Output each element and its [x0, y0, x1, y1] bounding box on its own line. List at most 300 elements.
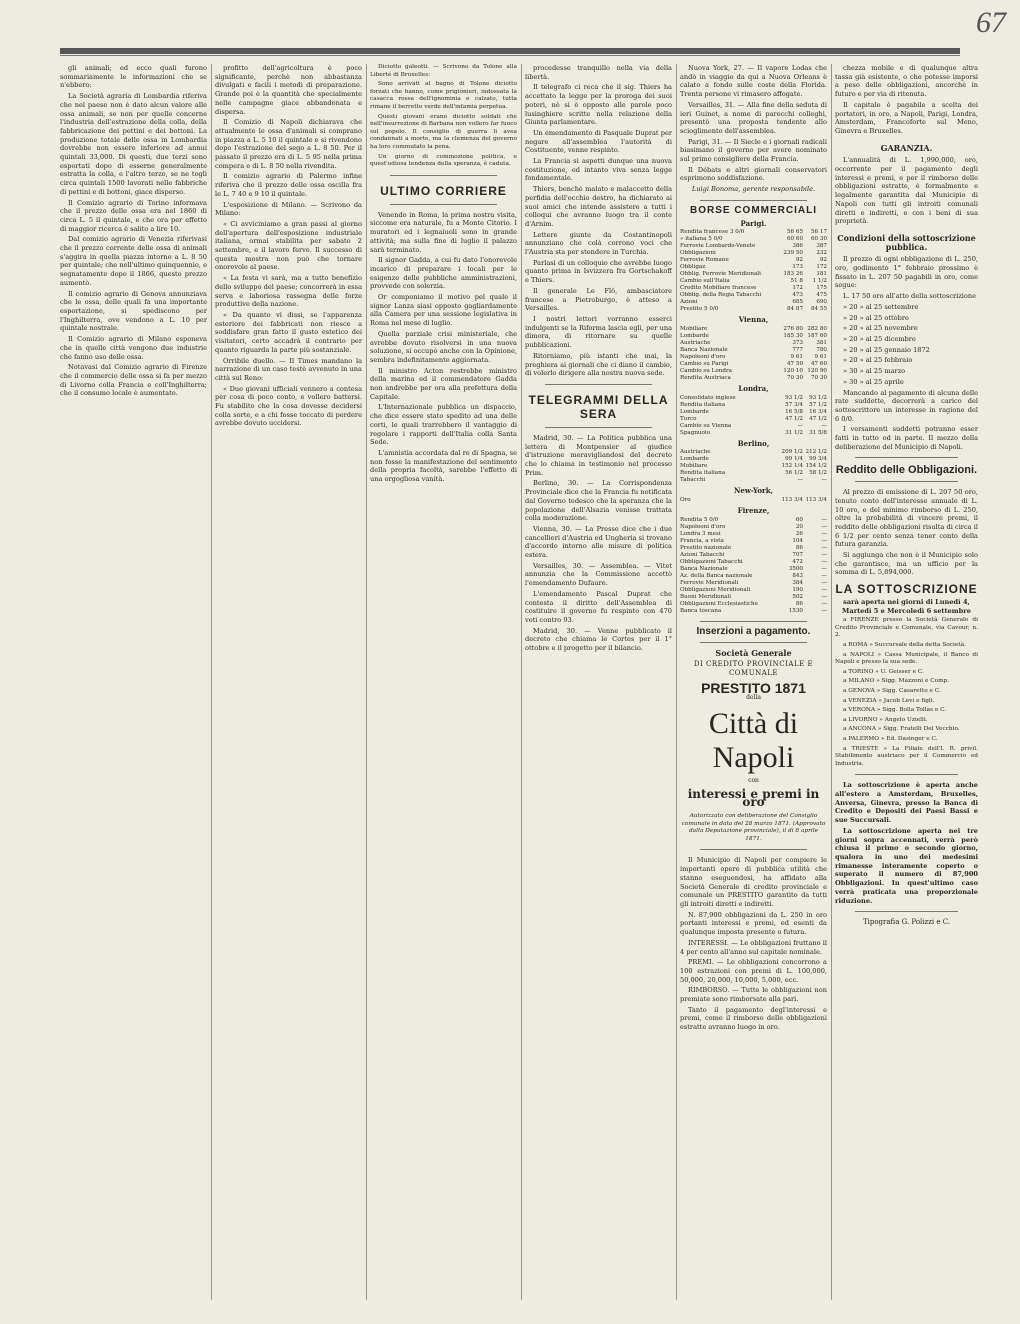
paragraph: a NAPOLI » Cassa Municipale, il Banco di Napoli e presso la sua sede. [835, 651, 978, 666]
paragraph: Diciotto galeotti. — Scrivono da Tolone alla Liberté di Bruxelles: [370, 64, 517, 78]
quote-label: Lombarde [680, 332, 709, 339]
section-divider [700, 642, 807, 643]
column-1 [60, 64, 207, 1300]
quote-row [680, 416, 827, 423]
paragraph: L'amnistia accordata dal re di Spagna, se non fosse la manifestazione del sentimento della propria facoltà, sarebbe l'effetto di una orgogliosa vanità. [370, 449, 517, 484]
paragraph: Il capitale è pagabile a scelta dei portatori, in oro, a Napoli, Parigi, Londra, Amsterdam, Francoforte sul Meno, Ginevra e Bruxelles. [835, 100, 978, 135]
quote-value: 387 [816, 243, 827, 250]
quote-label: Banca toscana [680, 607, 722, 614]
paragraph: Parigi, 31. — Il Siecle e i giornali radicali biasimano il governo per avere nominato sul primo consigliere della Francia. [680, 137, 827, 164]
paragraph: Ritorniamo, più istanti che mai, la preghiera ai giornali che ci diano il cambio, di volerlo dirigere alla nostra nuova sede. [525, 351, 672, 378]
paragraph: a ROMA » Succursale della detta Società. [843, 642, 966, 649]
paragraph: Il ministro Acton restrebbe ministro della marina ed il commendatore Gadda non andrebbe per ora alla prefettura della Capitale. [370, 366, 517, 401]
quote-row [680, 538, 827, 545]
quote-value: 3500 [788, 565, 803, 572]
quote-value: 60 30 [810, 236, 827, 243]
parigi-table [680, 229, 827, 313]
quote-label: Ferrovie Meridionali [680, 579, 739, 586]
paragraph: Venendo in Roma, la prima nostra visita, siccome era naturale, fu a Monte Citorio. I muratori ed i legnaiuoli sono in grande attività; ma sulla fine di luglio il palazzo sarà terminato. [370, 210, 517, 254]
column-4 [525, 64, 672, 1300]
quote-label: Obbligazioni Tabacchi [680, 558, 743, 565]
section-divider [855, 457, 958, 458]
berlino-table [680, 449, 827, 484]
autorizzato-text: Autorizzato con deliberazione del Consiglio comunale in data del 28 marzo 1871. (Approvato dalla Deputazione provinciale), il di 8 aprile 1871. [681, 813, 826, 842]
quote-value: — [821, 544, 827, 551]
quote-row [680, 243, 827, 250]
paragraph: Mancando al pagamento di alcuna delle rate suddette, decorrerà a carico del sottoscrittore un interesse in ragione del 6 0/0. [835, 388, 978, 423]
paragraph: a LIVORNO » Angelo Uzielli. [843, 716, 928, 723]
quote-label: Francia, a vista [680, 537, 724, 544]
section-divider [545, 427, 652, 428]
paragraph: Il telegrafo ci reca che il sig. Thiers ha accettato la legge per la proroga dei suoi poteri, nè si è opposto alle parole poco lusinghiere scritte nella relazione della Giunta parlamentare. [525, 83, 672, 127]
quote-value: 99 1/4 [785, 456, 803, 463]
quote-value: — [821, 558, 827, 565]
quote-row [680, 306, 827, 313]
quote-value: 232 [816, 250, 827, 257]
quote-value: 173 [792, 264, 803, 271]
quote-label: Cambio su Vienna [680, 422, 732, 429]
quote-value: 690 [816, 299, 827, 306]
paragraph: Thiers, benchè malato e malaccetto della perfidia dell'occhio destro, ha dichiarato ai suoi amici che intende assistere a tutti i colloqui che avranno luogo tra il conte d'Arnim. [525, 185, 672, 228]
quote-label: Obblig. Ferrovie Meridionali [680, 271, 761, 278]
quote-label: Rendita 5 0/0 [680, 516, 719, 523]
quote-value: 93 1/2 [785, 394, 803, 401]
col2-articles [215, 64, 362, 428]
quote-row [680, 430, 827, 437]
col6-condizioni-text [835, 255, 978, 451]
column-2 [215, 64, 362, 1300]
reddito-heading: Reddito delle Obbligazioni. [835, 464, 978, 477]
quote-row [680, 326, 827, 333]
garanzia-heading: GARANZIA. [880, 142, 933, 153]
quote-label: Credito Mobiliare francese [680, 285, 757, 292]
quote-value: — [821, 565, 827, 572]
col6-end-text [835, 781, 978, 905]
quote-label: Obbligazioni Ecclesiastiche [680, 600, 758, 607]
quote-value: — [821, 516, 827, 523]
section-divider [545, 384, 652, 385]
paragraph: Nuova York, 27. — Il vapore Lodas che andò in viaggio da qui a Nuova Orleans è calato a fondo sulle coste della Florida. Trenta persone vi rimasero affogate. [680, 64, 827, 99]
quote-value: 282 80 [807, 325, 827, 332]
quote-value: 120 90 [807, 367, 827, 374]
quote-value: 172 [792, 285, 803, 292]
col4-body-articles [525, 434, 672, 653]
col6-garanzia-text [835, 156, 978, 226]
quote-value: — [821, 607, 827, 614]
paragraph: Tanto il pagamento degl'interessi e premi, come il rimborso delle obbligazioni estratte avranno luogo in oro. [680, 1005, 827, 1032]
societa-heading: Società Generale [715, 648, 792, 659]
quote-label: Spagnuolo [680, 429, 711, 436]
quote-value: — [821, 537, 827, 544]
quote-row [680, 587, 827, 594]
quote-value: 239 50 [783, 250, 803, 257]
quote-value: 56 65 [786, 229, 803, 236]
paragraph: » 20 » al 25 dicembre [843, 334, 916, 343]
paragraph: a MILANO » Sigg. Mazzoni e Comp. [843, 678, 950, 685]
paragraph: » 20 » al 25 settembre [843, 302, 919, 311]
quote-label: Mobiliare [680, 463, 708, 470]
col1-articles [60, 64, 207, 398]
quote-value: 86 [795, 600, 803, 607]
quote-row [680, 354, 827, 361]
paragraph: a TRIESTE » La Filiale dell'I. R. privil. Stabilimento austriaco per il Commercio ed Industria. [835, 745, 978, 767]
quote-label: Ferrovie Lombardo-Venete [680, 243, 756, 250]
quote-value: 780 [816, 346, 827, 353]
section-divider [855, 481, 958, 482]
quote-value: 70 30 [786, 374, 803, 381]
quote-label: Cambio su Parigi [680, 360, 729, 367]
paragraph: profitto dell'agricoltura è poco significante, perchè non abbastanza divulgati e facili i metodi di preparazione. Grande poi è la quantità che specialmente nelle campagne giace abbandonata e dispersa. [215, 64, 362, 116]
citta-di-napoli-heading: Città di Napoli [708, 706, 799, 774]
quote-value: 183 26 [783, 271, 803, 278]
paragraph: Quella parziale crisi ministeriale, che avrebbe dovuto risolversi in una nuova soluzione, si occupò anche con la Opinione, sembra indefinitamente aggiornata. [370, 329, 517, 364]
quote-value: 70 30 [810, 374, 827, 381]
quote-value: 86 [795, 544, 803, 551]
quote-value: 92 [795, 257, 803, 264]
paragraph: gli animali; ed ecco quali furono sommariamente le informazioni che se n'ebbero: [60, 64, 207, 90]
quote-row [680, 470, 827, 477]
quote-value: 9 61 [814, 353, 827, 360]
quote-value: — [797, 477, 803, 484]
firenze-heading: Firenze, [737, 506, 770, 516]
column-5 [680, 64, 827, 1300]
quote-value: 685 [792, 299, 803, 306]
quote-value: 190 [792, 586, 803, 593]
paragraph: La Francia si aspetti dunque una nuova costituzione, ed intanto viva senza legge fondamentale. [525, 157, 672, 183]
quote-label: Azioni [680, 299, 698, 306]
quote-row [680, 477, 827, 484]
paragraph: Questi giovani erano diciotto soldati che nell'insurrezione di Barbana non vollero far fuoco sul popolo. Il consiglio di guerra li avea condannati a morte, ma la clemenza del governo ha loro commutato la pena. [370, 113, 517, 150]
quote-row [680, 608, 827, 615]
quote-value: 181 [816, 271, 827, 278]
quote-value: 502 [792, 593, 803, 600]
quote-label: Austriache [680, 339, 711, 346]
berlino-heading: Berlino, [737, 438, 770, 448]
paragraph: « Ci avviciniamo a gran passi al giorno dell'apertura dell'esposizione industriale italiana, ormai stabilita per sabato 2 settembre, e il lavoro ferve. Il successo di questa mostra non può che tornare onorevole al paese. [215, 219, 362, 272]
quote-value: 99 3/4 [809, 456, 827, 463]
col6-top-articles [835, 64, 978, 136]
quote-value: 475 [816, 292, 827, 299]
quote-row [680, 368, 827, 375]
quote-row [680, 531, 827, 538]
quote-value: 84 87 [786, 306, 803, 313]
quote-value: — [821, 551, 827, 558]
quote-label: Cambio su Londra [680, 367, 732, 374]
societa-subheading: DI CREDITO PROVINCIALE E COMUNALE [693, 660, 814, 677]
londra-heading: Londra, [738, 383, 769, 393]
paragraph: » 30 » al 25 marzo [843, 367, 906, 376]
paragraph: » 20 » al 25 gennaio 1872 [843, 345, 930, 354]
paragraph: procedesse tranquillo nella via della libertà. [525, 64, 672, 81]
paragraph: La Società agraria di Lombardia riferiva che nel paese non è dato alcun valore alle ossa animali, se non per quelle concerne l'industria dell'estrazione della colla, della fabbricazione dei pettini e dei bottoni. La produzione totale delle ossa in Lombardia dovrebbe non essere inferiore ad annui quintali 33,000. Di questi, due terzi sono esportati dopo di esserne generalmente estratta la colla, e l'altro terzo, se ne togli circa quintali 1500 lavorati nelle fabbriche di pettini e di bottoni, giace disperso. [60, 92, 207, 196]
quote-label: Austriache [680, 449, 711, 456]
quote-row [680, 573, 827, 580]
section-divider [390, 175, 497, 176]
quote-value: 58 1/2 [809, 470, 827, 477]
quote-value: 20 [795, 523, 803, 530]
col6-reddito-text [835, 488, 978, 577]
col4-top-articles [525, 64, 672, 378]
quote-label: Napoleoni d'oro [680, 523, 726, 530]
quote-label: Oro [680, 497, 691, 504]
quote-row [680, 229, 827, 236]
quote-label: Londra 3 mesi [680, 530, 721, 537]
paragraph: Parlasi di un colloquio che avrebbe luogo quanto prima in Isvizzera fra Gortschakoff e Thiers. [525, 258, 672, 285]
quote-value: 707 [792, 551, 803, 558]
quote-row [680, 264, 827, 271]
quote-value: 60 60 [786, 236, 803, 243]
quote-value: 473 [792, 292, 803, 299]
quote-value: 60 [795, 516, 803, 523]
paragraph: Il prezzo di ogni obbligazione di L. 250, oro, godimento 1° febbraio prossimo è fissato in L. 207 50 pagabili in oro, come segue: [835, 255, 978, 290]
quote-value: 172 [816, 264, 827, 271]
quote-value: 31 5/8 [809, 429, 827, 436]
paragraph: Il Comizio agrario di Milano esponeva che in quelle città vengono due industrie che fanno uso delle ossa. [60, 335, 207, 361]
gerente-line: Luigi Bonoma, gerente responsabile. [691, 185, 816, 194]
quote-label: Obbligazioni Meridionali [680, 586, 751, 593]
paragraph: Madrid, 30. — La Politica pubblica una lettera di Montpensier al giudice d'istruzione meravigliandosi del decreto che lo chiama in testimonio nel processo Prim. [525, 433, 672, 477]
quote-row [680, 375, 827, 382]
paragraph: a FIRENZE presso la Società Generale di Credito Provinciale e Comunale, via Cavour, n. 2. [835, 617, 978, 639]
quote-value: 31 1/2 [785, 429, 803, 436]
quote-value: 212 1/2 [805, 449, 827, 456]
paragraph: « La festa vi sarà, ma a tutto benefizio dello sviluppo del paese; concorrerà in essa serva e laboriosa rassegna delle forze produttive della nazione. [215, 274, 362, 309]
della-label: della [746, 694, 761, 702]
quote-row [680, 278, 827, 285]
quote-value: 56 1/2 [785, 470, 803, 477]
quote-value: 16 5/8 [785, 408, 803, 415]
condizioni-heading: Condizioni della sottoscrizione pubblica. [837, 232, 976, 252]
paragraph: Un giorno di commozione politica, e quest'odiosa tendenza della speranza, è caduta. [370, 153, 517, 168]
header-rule [60, 48, 960, 54]
newyork-heading: New-York, [733, 486, 774, 496]
quote-value: 113 3/4 [781, 497, 803, 504]
paragraph: » 30 » al 25 aprile [843, 377, 904, 386]
paragraph: L'esposizione di Milano. — Scrivono da Milano: [215, 200, 362, 218]
quote-label: Turco [680, 415, 697, 422]
paragraph: INTERESSI. — Le obbligazioni fruttano il 4 per cento all'anno sul capitale nominale. [680, 938, 827, 956]
quote-row [680, 497, 827, 504]
quote-row [680, 402, 827, 409]
quote-value: — [821, 579, 827, 586]
quote-value: 47 60 [810, 360, 827, 367]
paragraph: Si aggiunga che non è il Municipio solo che garantisce, ma un ufficio per la somma di L. 5,894,000. [835, 551, 978, 577]
quote-value: 51 8 [790, 278, 803, 285]
quote-label: Prestito 5 0/0 [680, 306, 719, 313]
quote-value: 843 [792, 572, 803, 579]
quote-row [680, 250, 827, 257]
quote-value: — [821, 586, 827, 593]
quote-value: — [821, 523, 827, 530]
quote-value: — [821, 530, 827, 537]
quote-label: Ferrovie Romane [680, 257, 729, 264]
paragraph: » 20 » al 25 novembre [843, 324, 918, 333]
paragraph: N. 87,900 obbligazioni da L. 250 in oro portanti interessi e premi, ed esenti da qualunque imposta presente o futura. [680, 910, 827, 937]
quote-value: 47 50 [786, 360, 803, 367]
quote-value: 187 60 [807, 332, 827, 339]
quote-value: 386 [792, 243, 803, 250]
quote-label: Obblig. della Regia Tabacchi [680, 292, 762, 299]
quote-label: Napoleoni d'oro [680, 353, 726, 360]
section-divider [855, 774, 958, 775]
paragraph: La sottoscrizione aperta nei tre giorni sopra accennati, verrà però chiusa il primo o secondo giorno, qualora in uno dei medesimi rimanesse interamente coperto o superato il numero di 87,900 Obbligazioni. In quest'ultimo caso verrà praticata una proporzionale riduzione. [835, 826, 978, 905]
quote-value: — [821, 593, 827, 600]
quote-label: Az. della Banca nazionale [680, 572, 753, 579]
paragraph: Lettere giunte da Costantinopoli annunziano che colà corrono voci che l'Austria sta per stendere in Turchia. [525, 230, 672, 257]
section-divider [700, 200, 807, 201]
column-3 [370, 64, 517, 1300]
paragraph: L'emendamento Pascal Duprat che contesta il diritto dell'Assemblea di costituire il governo fu respinto con 470 voti contro 93. [525, 589, 672, 624]
header-rule-thin [60, 55, 960, 56]
quote-row [680, 449, 827, 456]
col3-body-articles [370, 211, 517, 484]
paragraph: a PALERMO » Ed. Dasinger e C. [843, 735, 938, 742]
section-divider [390, 204, 497, 205]
quote-value: 175 [816, 285, 827, 292]
section-divider [700, 849, 807, 850]
con-label: con [748, 776, 759, 784]
quote-value: 777 [792, 346, 803, 353]
sottoscrizione-dates: sarà aperta nei giorni di Lunedì 4, Martedì 5 e Mercoledì 6 settembre [842, 597, 971, 615]
paragraph: Il comizio agrario di Palermo infine riferiva che il prezzo delle ossa oscilla fra le L. 7 40 e 9 10 il quintale. [215, 172, 362, 198]
londra-table [680, 395, 827, 437]
paragraph: Il Municipio di Napoli per compiere le importanti opere di pubblica utilità che stanno eseguendosi, ha affidato alla Società Generale di credito provinciale e comunale un PRESTITO garantito da tutti gli introiti diretti e indiretti. [680, 856, 827, 908]
paragraph: Berlino, 30. — La Corrispondenza Provinciale dice che la Francia fu notificata dal Governo tedesco che la speranza che la popolazione dell'Alsazia venisse trattata colla moderazione. [525, 479, 672, 523]
quote-value: 381 [816, 339, 827, 346]
sottoscrizione-heading: LA SOTTOSCRIZIONE [835, 582, 978, 597]
paragraph: a GENOVA » Sigg. Casaretto e C. [843, 688, 941, 695]
newyork-table [680, 497, 827, 504]
quote-value: 84 55 [810, 306, 827, 313]
quote-label: Banca Nazionale [680, 346, 728, 353]
col5-top-articles [680, 64, 827, 183]
quote-label: Azioni Tabacchi [680, 551, 725, 558]
quote-value: — [821, 477, 827, 484]
quote-row [680, 566, 827, 573]
sottoscrizione-places [835, 617, 978, 768]
paragraph: Il Débats e altri giornali conservatori esprimono soddisfazione. [680, 165, 827, 183]
quote-row [680, 552, 827, 559]
quote-row [680, 601, 827, 608]
quote-label: Tabacchi [680, 477, 706, 484]
quote-value: 16 3/4 [809, 408, 827, 415]
vienna-heading: Vienna, [738, 315, 769, 325]
paragraph: Un emendamento di Pasquale Duprat per negare all'assemblea l'autorità di Costituente, venne respinto. [525, 128, 672, 155]
quote-value: 209 1/2 [781, 449, 803, 456]
quote-label: Rendita Austriaca [680, 374, 731, 381]
quote-row [680, 580, 827, 587]
interessi-heading: interessi e premi in oro [687, 786, 820, 810]
quote-value: 57 1/2 [809, 401, 827, 408]
paragraph: Vienna, 30. — La Presse dice che i due cancellieri d'Austria ed Ungheria si trovano d'accordo intorno alle misure di politica estera. [525, 524, 672, 560]
paragraph: Or componiamo il motivo pel quale il signor Lanza siasi opposto gagliardamente alla Camera per una sessione legislativa in Roma nel mese di luglio. [370, 293, 517, 328]
quote-row [680, 299, 827, 306]
quote-row [680, 395, 827, 402]
quote-label: Cambio sull'Italia [680, 278, 730, 285]
quote-row [680, 594, 827, 601]
quote-row [680, 333, 827, 340]
quote-row [680, 463, 827, 470]
ultimo-corriere-heading: ULTIMO CORRIERE [380, 183, 507, 198]
paragraph: Il Comizio di Napoli dichiarava che attualmente le ossa d'animali si comprano in piazza a L. 5 10 il quintale e si rivendono dopo l'estrazione del sego a L. 8 50. Per il passato il prezzo era di L. 5 95 nella prima compera e di L. 8 50 nella rivendita. [215, 118, 362, 170]
paragraph: RIMBORSO. — Tutte le obbligazioni non premiate sono rimborsate alla pari. [680, 986, 827, 1004]
telegrammi-heading: TELEGRAMMI DELLA SERA [528, 392, 669, 421]
quote-value: — [821, 572, 827, 579]
quote-row [680, 559, 827, 566]
quote-value: — [821, 600, 827, 607]
quote-row [680, 423, 827, 430]
paragraph: Al prezzo di emissione di L. 207 50 oro, tenuto conto dell'interesse annuale di L. 10 oro, e del minimo rimborso di L. 250, oltre la probabilità di vincere premi, il reddito delle obbligazioni risulta di circa il 6 1/2 per cento senza tener conto della futura garanzia. [835, 488, 978, 549]
quote-value: 472 [792, 558, 803, 565]
paragraph: » 20 » al 25 febbraio [843, 356, 913, 365]
quote-value: 152 1/4 [781, 463, 803, 470]
paragraph: a TORINO » U. Geisser e C. [843, 668, 924, 675]
section-divider [855, 911, 958, 912]
quote-value: 26 [795, 530, 803, 537]
paragraph: L. 17 50 oro all'atto della sottoscrizione [843, 292, 977, 301]
prestito-heading: PRESTITO 1871 [701, 679, 806, 696]
paragraph: chezza mobile e di qualunque altra tassa già esistente, o che potesse imporsi a peso delle obbligazioni, ancorchè in futuro e per via di ritenuta. [835, 64, 978, 99]
quote-value: 384 [792, 579, 803, 586]
quote-value: 113 3/4 [805, 497, 827, 504]
quote-value: 154 1/2 [805, 463, 827, 470]
quote-value: 9 61 [790, 353, 803, 360]
paragraph: a VENEZIA » Jacob Levi e figli. [843, 697, 935, 704]
quote-label: » italiana 5 0/0 [680, 236, 723, 243]
paragraph: a ANCONA » Sigg. Fratelli Del Vecchio. [843, 726, 960, 733]
paragraph: I nostri lettori vorranno esserci indulgenti se la Riforma lascia egli, per una dimora, di ritornare su quelle pubblicazioni. [525, 314, 672, 350]
quote-label: Rendita italiana [680, 470, 726, 477]
section-divider [700, 621, 807, 622]
quote-row [680, 340, 827, 347]
quote-row [680, 271, 827, 278]
paragraph: Madrid, 30. — Venne pubblicato il decreto che chiama le Cortes per il 1° ottobre e il progetto per il bilancio. [525, 626, 672, 653]
paragraph: L'Internazionale pubblica un dispaccio, che dice essere stato spedito ad una delle corti, le quali trarrebbero il vantaggio di regolare i rapporti dell'Italia colla Santa Sede. [370, 403, 517, 447]
quote-row [680, 456, 827, 463]
paragraph: I versamenti suddetti potranno esser fatti in tutto od in parte. Il mezzo della deliberazione del Municipio di Napoli. [835, 425, 978, 451]
column-6 [835, 64, 978, 1300]
quote-row [680, 292, 827, 299]
quote-value: 47 1/2 [785, 415, 803, 422]
col3-top-articles [370, 64, 517, 169]
firenze-table [680, 517, 827, 615]
quote-value: 92 [819, 257, 827, 264]
quote-label: Rendita italiana [680, 401, 726, 408]
quote-label: Obbligaz. [680, 264, 707, 271]
col5-bottom-articles [680, 856, 827, 1031]
paragraph: Sono arrivati al bagno di Tolone diciotto forzati che hanno, come prigionieri, indossata la casacca rossa dell'ignominia e calzato, tutta rimane il berretto verde dell'infamia perpetua. [370, 81, 517, 110]
paragraph: Il signor Gadda, a cui fu dato l'onorevole incarico di preparare i locali per le esigenze delle pubbliche amministrazioni, provvede con solerzia. [370, 256, 517, 291]
paragraph: « Da quanto vi dissi, se l'apparenza esteriore dei fabbricati non riesce a soddisfare gran fatto il gusto estetico dei visitatori, certo accadrà il contrario per quanto riguarda la parte più sostanziale. [215, 310, 362, 354]
paragraph: Il comizio agrario di Genova annunziava che le ossa, delle quali fa una importante esportazione, si spediscono per l'Inghilterra, ove vendono a L. 10 per quintale nostrale. [60, 289, 207, 333]
quote-value: 104 [792, 537, 803, 544]
quote-row [680, 285, 827, 292]
newspaper-columns [60, 64, 978, 1300]
paragraph: L'annualità di L. 1,990,000, oro, occorrente per il pagamento degli interessi e premi, e per il rimborso delle obbligazioni estratte, è formalmente e legalmente garantita dal Municipio di Napoli con tutti gli introiti comunali diretti e indiretti, e con i beni di sua proprietà. [835, 156, 978, 226]
quote-value: 57 3/4 [785, 401, 803, 408]
borse-heading: BORSE COMMERCIALI [690, 204, 817, 216]
quote-row [680, 524, 827, 531]
paragraph: La sottoscrizione è aperta anche all'estero a Amsterdam, Bruxelles, Anversa, Ginevra, presso la Banca di Credito e Depositi dei Paesi Bassi e sue Succursali. [835, 781, 978, 825]
quote-value: 185 30 [783, 332, 803, 339]
paragraph: Il generale Le Flô, ambasciatore francese a Pietroburgo, è atteso a Versailles. [525, 286, 672, 313]
quote-value: 56 17 [810, 229, 827, 236]
quote-label: Prestito nazionale [680, 544, 732, 551]
quote-value: — [797, 422, 803, 429]
quote-label: Obbligazioni [680, 250, 716, 257]
paragraph: Dal comizio agrario di Venezia riferivasi che il prezzo corrente delle ossa di animali s'aggira in quella piazza intorno a L. 8 50 per quintale; che nell'ultimo quinquennio, e segnatamente dopo il 1866, questo prezzo aumentò. [60, 235, 207, 287]
quote-value: 1530 [788, 607, 803, 614]
